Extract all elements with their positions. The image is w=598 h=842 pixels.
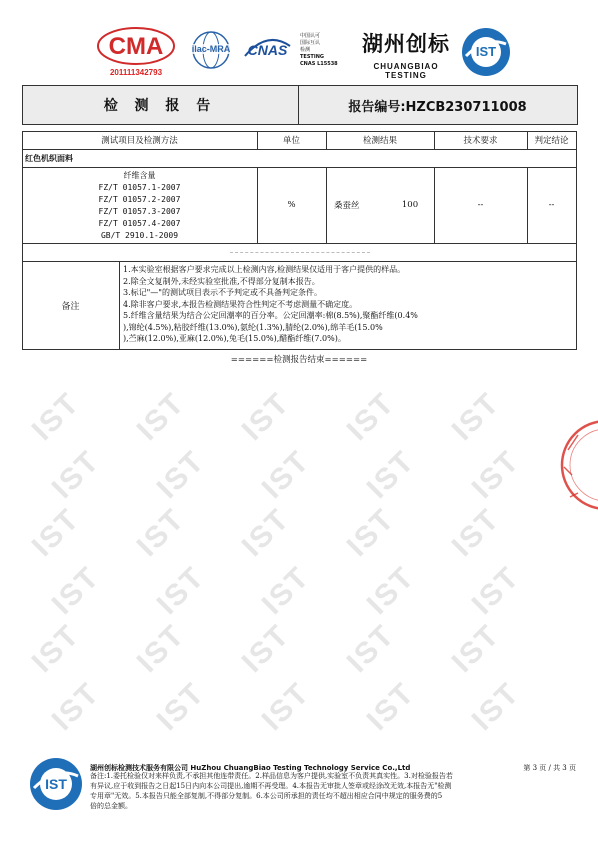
item-name: 纤维含量	[123, 171, 156, 180]
report-end-marker: ======检测报告结束======	[230, 355, 368, 365]
method-line: FZ/T 01057.1-2007	[98, 183, 181, 192]
watermark-text: IST	[45, 676, 107, 737]
watermark-text: IST	[25, 618, 87, 679]
cma-emblem-icon	[96, 26, 176, 66]
ist-logo	[460, 26, 512, 78]
watermark-text: IST	[235, 618, 297, 679]
watermark-text: IST	[340, 386, 402, 447]
remark-line: 4.除非客户要求,本报告检测结果符合性判定不考虑测量不确定度。	[123, 299, 358, 309]
watermark-text: IST	[340, 618, 402, 679]
report-title: 检 测 报 告	[103, 98, 217, 114]
watermark-text: IST	[150, 676, 212, 737]
cnas-info	[300, 33, 352, 68]
method-line: GB/T 2910.1-2009	[100, 231, 179, 240]
watermark-text: IST	[150, 444, 212, 505]
ilac-label: ilac-MRA	[186, 44, 236, 54]
watermark-text: IST	[45, 444, 107, 505]
watermark-text: IST	[445, 618, 507, 679]
watermark-text: IST	[255, 560, 317, 621]
watermark-text: IST	[130, 502, 192, 563]
footer-notes	[90, 771, 580, 811]
header-requirement: 技术要求	[463, 136, 498, 146]
remark-line: 1.本实验室根据客户要求完成以上检测内容,检测结果仅适用于客户提供的样品。	[123, 265, 406, 274]
footer-company: 湖州创标检测技术服务有限公司 HuZhou ChuangBiao Testing Technology Service Co.,Ltd	[90, 764, 411, 772]
cnas-cn-line-1: 中国认可	[300, 33, 321, 39]
watermark-text: IST	[25, 386, 87, 447]
footer-page-number: 第 3 页 / 共 3 页	[523, 764, 576, 772]
watermark-text: IST	[360, 676, 422, 737]
method-line: FZ/T 01057.4-2007	[98, 219, 181, 228]
section-title: 红色机织面料	[25, 153, 73, 163]
method-line: FZ/T 01057.3-2007	[98, 207, 181, 216]
ilac-mra-logo	[186, 30, 236, 74]
footer-note-line: 备注:1.委托检验仅对来样负责,不承担其他连带责任。2.样品信息为客户提供,实验室不负责其真实性。3.对检验报告若	[90, 772, 453, 780]
watermark-text: IST	[255, 444, 317, 505]
company-brand	[356, 28, 456, 80]
footer-ist-logo	[28, 756, 84, 812]
watermark-text: IST	[445, 502, 507, 563]
company-name-cn: 湖州创标	[362, 32, 450, 56]
svg-text:CMA: CMA	[108, 33, 164, 60]
cma-logo	[96, 26, 176, 76]
cnas-cn-line-3: 检测	[300, 47, 311, 53]
watermark-text: IST	[45, 560, 107, 621]
remark-line: 2.除全文复制外,未经实验室批准,不得部分复制本报告。	[123, 276, 320, 286]
cnas-testing: TESTING	[300, 54, 324, 60]
header-unit: 单位	[282, 136, 300, 146]
seal-stamp-icon	[558, 415, 598, 515]
requirement-value: --	[477, 200, 484, 210]
report-number: 报告编号:HZCB230711008	[348, 99, 527, 115]
result-value: 100	[401, 200, 419, 210]
header-result: 检测结果	[362, 136, 397, 146]
watermark-text: IST	[340, 502, 402, 563]
cnas-label: CNAS	[247, 42, 288, 58]
cma-number: 201111342793	[109, 68, 163, 77]
remarks-label: 备注	[61, 301, 80, 312]
watermark-text: IST	[465, 444, 527, 505]
footer-note-line: 有异议,应于收到报告之日起15日内向本公司提出,逾期不再受理。4.本报告无审批人签章或经涂改无效,本报告无"检测	[90, 782, 452, 790]
watermark-text: IST	[360, 444, 422, 505]
conclusion-value: --	[548, 200, 555, 210]
watermark-text: IST	[235, 386, 297, 447]
unit-value: %	[287, 200, 296, 210]
remarks-list	[123, 264, 573, 345]
separator-rule	[230, 252, 370, 253]
footer-note-line: 倍的总金额。	[90, 802, 132, 810]
company-name-en-2: TESTING	[385, 71, 427, 80]
watermark-text: IST	[150, 560, 212, 621]
method-line: FZ/T 01057.2-2007	[98, 195, 181, 204]
remark-line: 5.纤维含量结果为结合公定回潮率的百分率。公定回潮率:棉(8.5%),聚酯纤维(0.4%	[123, 311, 418, 320]
result-fiber-name: 桑蚕丝	[334, 201, 360, 211]
test-methods	[22, 170, 257, 242]
ist-logo-text: IST	[475, 44, 497, 59]
footer-ist-text: IST	[45, 776, 67, 792]
seal-stamp	[558, 415, 598, 515]
watermark-text: IST	[130, 618, 192, 679]
remark-line: 3.标记"—"的测试项目表示不予判定或不具备判定条件。	[123, 288, 322, 297]
watermark-text: IST	[360, 560, 422, 621]
company-name-en-1: CHUANGBIAO	[373, 62, 439, 71]
watermark-text: IST	[130, 386, 192, 447]
cnas-logo	[240, 34, 295, 64]
watermark-text: IST	[255, 676, 317, 737]
watermark-text: IST	[465, 560, 527, 621]
header-test-item: 测试项目及检测方法	[101, 136, 178, 146]
cnas-number: CNAS L15538	[300, 61, 338, 67]
remark-line: ),锦纶(4.5%),粘胶纤维(13.0%),氨纶(1.3%),腈纶(2.0%),绵羊毛(15.0%	[123, 322, 383, 332]
header-conclusion: 判定结论	[534, 136, 569, 146]
watermark-text: IST	[465, 676, 527, 737]
watermark-text: IST	[235, 502, 297, 563]
watermark-text: IST	[445, 386, 507, 447]
footer-note-line: 专用章"无效。5.本报告只能全部复制,不得部分复制。6.本公司所承担的责任均不超出相应合同中规定的服务费的5	[90, 792, 443, 800]
remark-line: ),苎麻(12.0%),亚麻(12.0%),兔毛(15.0%),醋酯纤维(7.0%)。	[123, 334, 346, 343]
watermark-text: IST	[25, 502, 87, 563]
cnas-cn-line-2: 国际互认	[300, 40, 321, 46]
